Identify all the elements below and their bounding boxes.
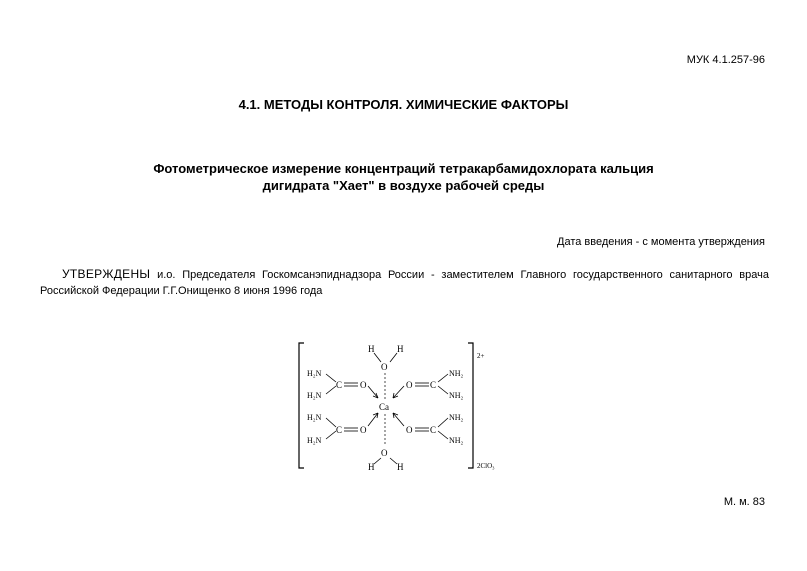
approved-word: УТВЕРЖДЕНЫ	[62, 267, 151, 281]
section-title: 4.1. МЕТОДЫ КОНТРОЛЯ. ХИМИЧЕСКИЕ ФАКТОРЫ	[238, 97, 569, 112]
nh2-right-upper-2: NH₂	[449, 391, 464, 400]
nh2-right-lower-2: NH₂	[449, 436, 464, 445]
h-bottom-right: H	[397, 462, 404, 472]
approval-paragraph	[40, 266, 769, 299]
h2n-lower-left-1: H₂N	[307, 413, 322, 422]
counter-ion: 2ClO₃	[477, 462, 495, 470]
o-left-lower: O	[360, 425, 367, 435]
introduction-date: Дата введения - с момента утверждения	[557, 236, 765, 248]
o-top: O	[381, 362, 388, 372]
nh2-right-upper-1: NH₂	[449, 369, 464, 378]
nh2-right-lower-1: NH₂	[449, 413, 464, 422]
document-title-line-1: Фотометрическое измерение концентраций тетракарбамидохлората кальция	[153, 161, 654, 176]
o-right-lower: O	[406, 425, 413, 435]
h-bottom-left: H	[368, 462, 375, 472]
page-number: М. м. 83	[723, 496, 765, 508]
c-left-upper: C	[336, 380, 343, 390]
right-bracket	[468, 343, 473, 468]
document-code: МУК 4.1.257-96	[686, 54, 765, 66]
document-title	[0, 160, 807, 194]
o-left-upper: O	[360, 380, 367, 390]
c-left-lower: C	[336, 425, 343, 435]
chemical-formula	[290, 340, 520, 475]
h2n-lower-left-2: H₂N	[307, 436, 322, 445]
h-top-left: H	[368, 344, 375, 354]
c-right-upper: C	[430, 380, 437, 390]
h-top-right: H	[397, 344, 404, 354]
document-title-line-2: дигидрата "Хает" в воздухе рабочей среды	[262, 178, 545, 193]
approval-text: и.о. Председателя Госкомсанэпиднадзора России - заместителем Главного государственного санитарного врача Российской Федерации Г.Г.Онищенко 8 июня 1996 года	[40, 269, 769, 297]
left-bracket	[299, 343, 304, 468]
c-right-lower: C	[430, 425, 437, 435]
o-bottom: O	[381, 448, 388, 458]
o-right-upper: O	[406, 380, 413, 390]
charge: 2+	[477, 352, 485, 360]
h2n-upper-left-2: H₂N	[307, 391, 322, 400]
calcium: Ca	[379, 402, 389, 412]
h2n-upper-left-1: H₂N	[307, 369, 322, 378]
